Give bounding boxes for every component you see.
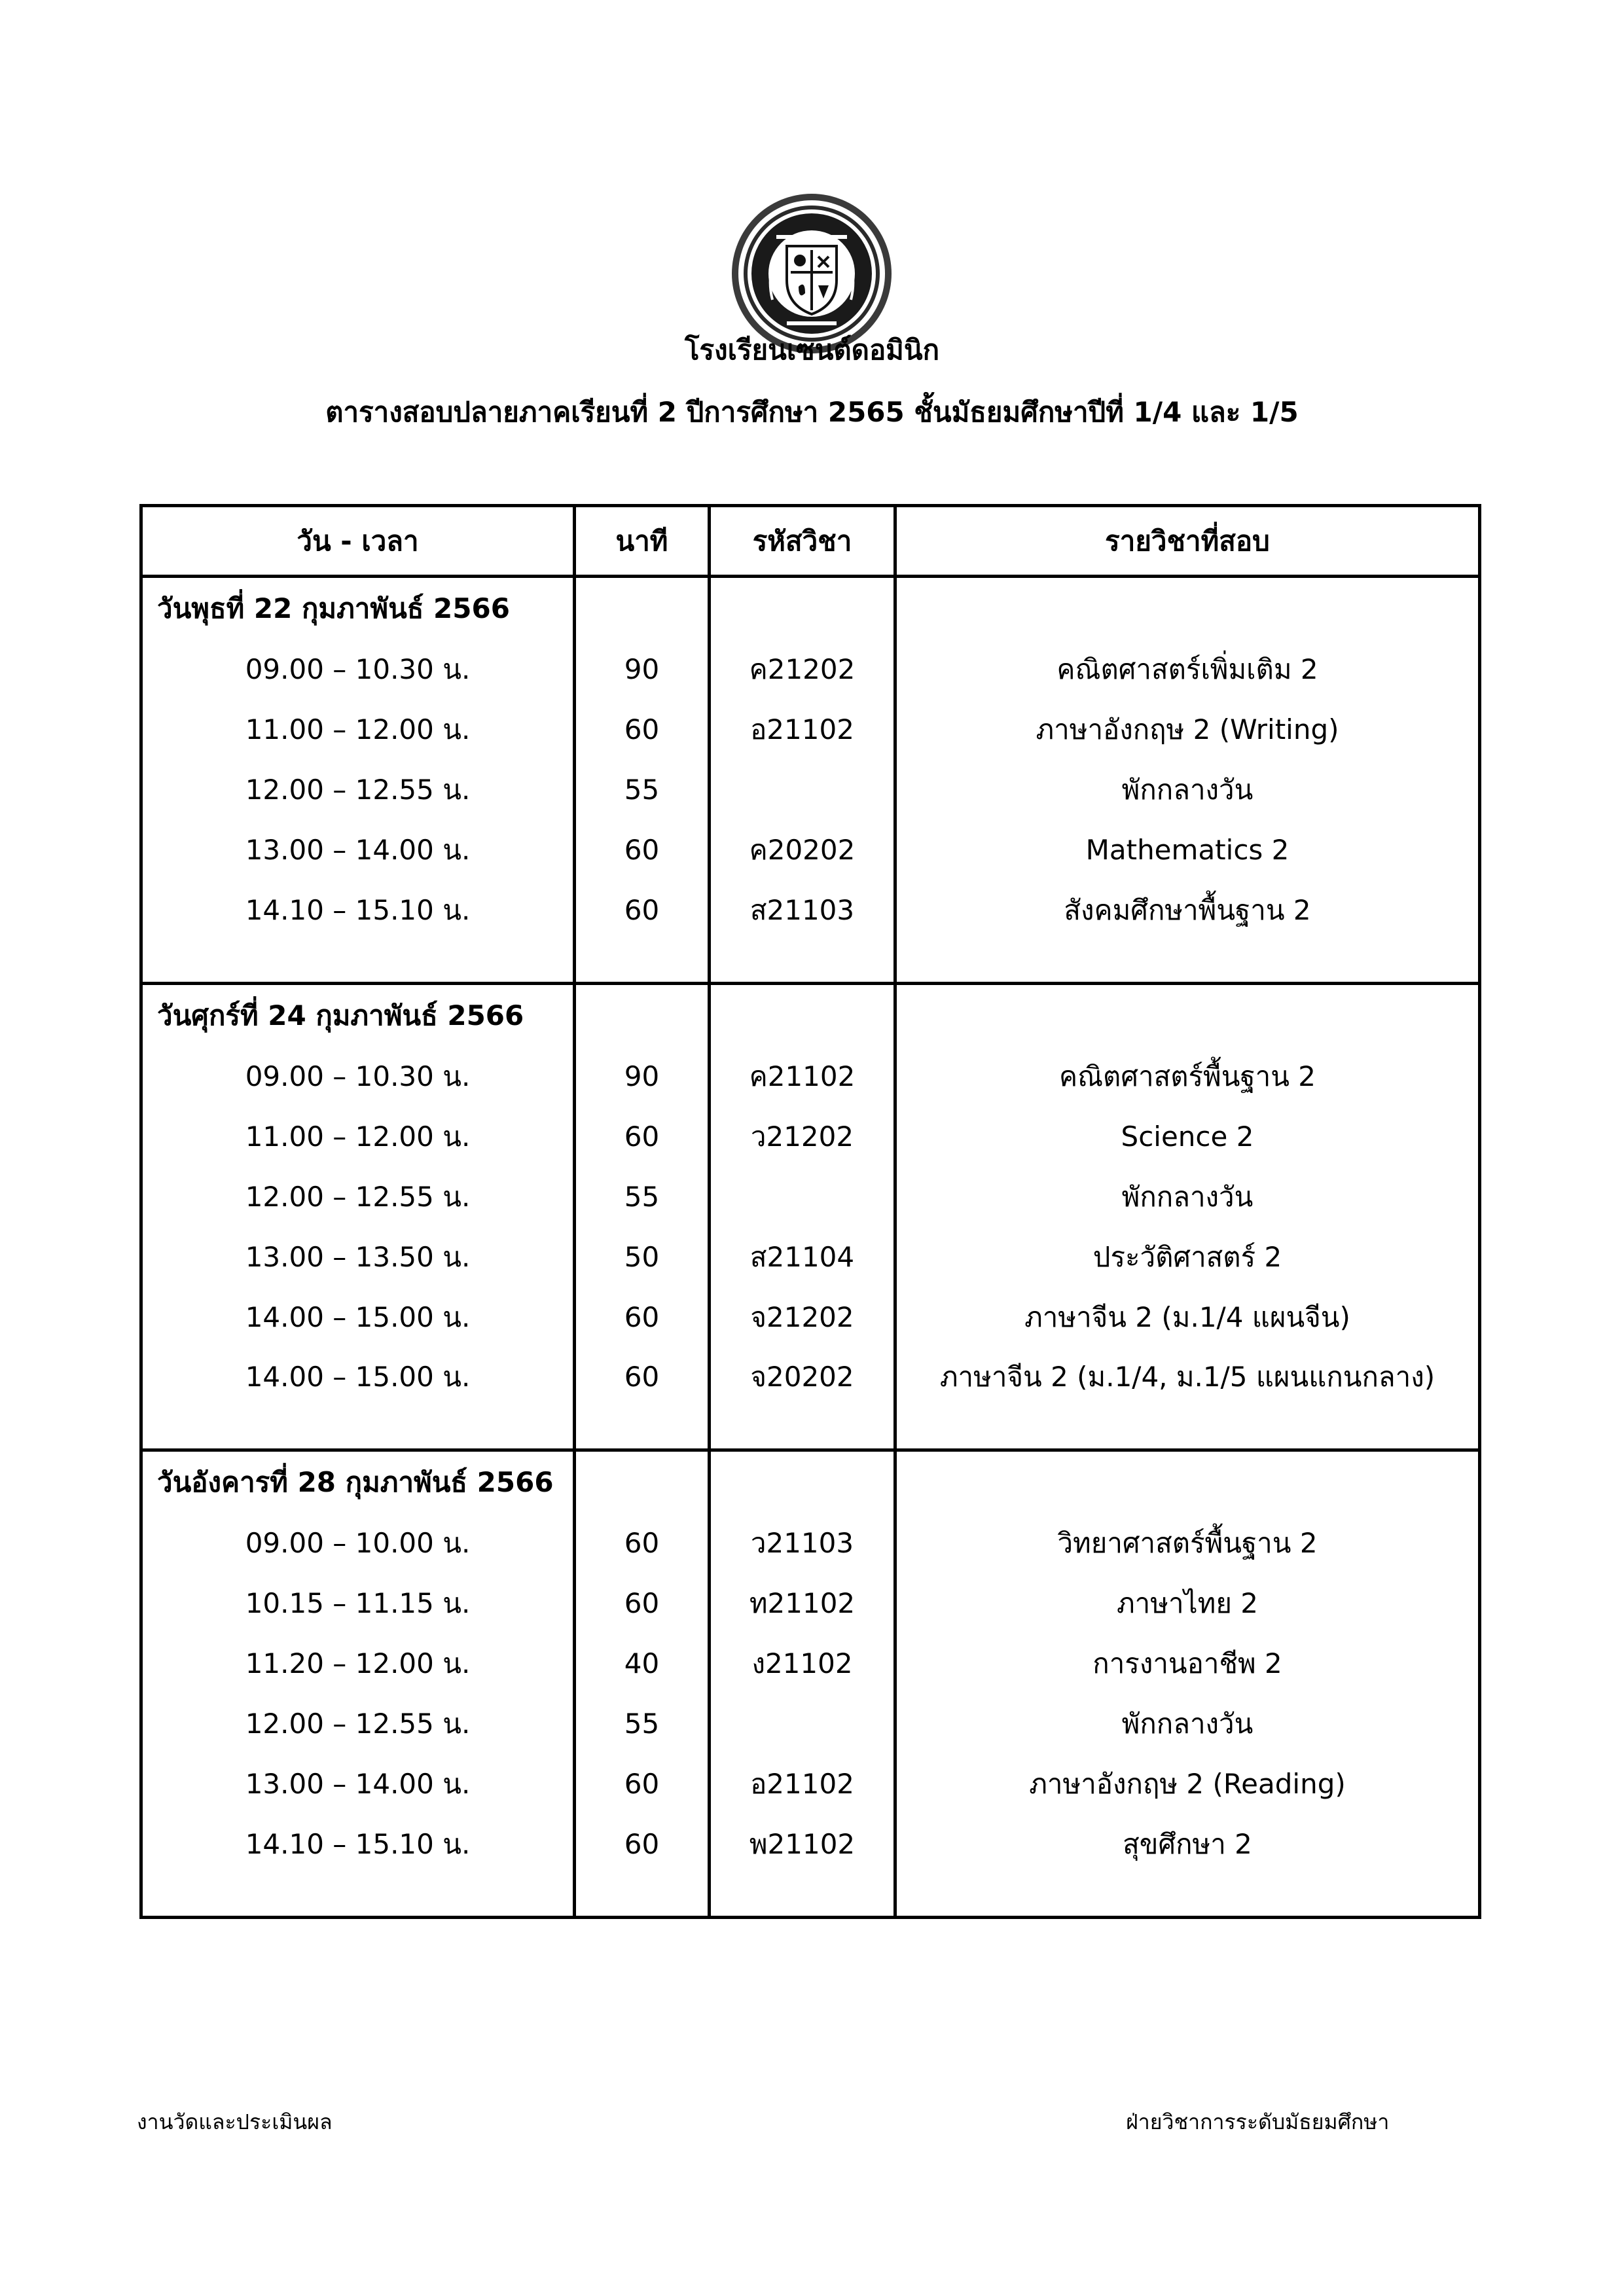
subject-cell: สังคมศึกษาพื้นฐาน 2 xyxy=(895,880,1480,941)
day-section xyxy=(141,983,1480,1450)
minutes-cell: 60 xyxy=(575,1348,710,1408)
code-cell xyxy=(710,1167,895,1227)
table-row xyxy=(141,1227,1480,1287)
school-name: โรงเรียนเซนต์ดอมินิก xyxy=(684,334,940,366)
time-cell: 13.00 – 14.00 น. xyxy=(141,1754,575,1814)
spacer-row xyxy=(141,941,1480,983)
subject-cell: พักกลางวัน xyxy=(895,760,1480,820)
subject-cell: สุขศึกษา 2 xyxy=(895,1814,1480,1874)
minutes-cell: 60 xyxy=(575,820,710,880)
minutes-cell: 55 xyxy=(575,1167,710,1227)
minutes-cell: 60 xyxy=(575,880,710,941)
table-row xyxy=(141,1167,1480,1227)
minutes-cell: 60 xyxy=(575,1107,710,1167)
code-cell: อ21102 xyxy=(710,1754,895,1814)
subject-cell: Science 2 xyxy=(895,1107,1480,1167)
minutes-cell: 90 xyxy=(575,1047,710,1107)
header-subject-name: รายวิชาที่สอบ xyxy=(895,506,1480,577)
day-label: วันอังคารที่ 28 กุมภาพันธ์ 2566 xyxy=(141,1450,575,1514)
minutes-cell: 60 xyxy=(575,1513,710,1573)
footer-academic-affairs: ฝ่ายวิชาการระดับมัธยมศึกษา xyxy=(1126,2109,1390,2134)
code-cell: ว21103 xyxy=(710,1513,895,1573)
time-cell: 09.00 – 10.00 น. xyxy=(141,1513,575,1573)
table-row xyxy=(141,1107,1480,1167)
subject-cell: ภาษาจีน 2 (ม.1/4, ม.1/5 แผนแกนกลาง) xyxy=(895,1348,1480,1408)
code-cell: ง21102 xyxy=(710,1634,895,1694)
time-cell: 12.00 – 12.55 น. xyxy=(141,1167,575,1227)
code-cell xyxy=(710,1694,895,1754)
day-label: วันพุธที่ 22 กุมภาพันธ์ 2566 xyxy=(141,577,575,640)
minutes-cell: 50 xyxy=(575,1227,710,1287)
table-row xyxy=(141,1573,1480,1634)
time-cell: 14.00 – 15.00 น. xyxy=(141,1348,575,1408)
day-heading-row xyxy=(141,1450,1480,1514)
table-row xyxy=(141,1754,1480,1814)
table-row xyxy=(141,1634,1480,1694)
code-cell: ว21202 xyxy=(710,1107,895,1167)
day-label: วันศุกร์ที่ 24 กุมภาพันธ์ 2566 xyxy=(141,983,575,1047)
minutes-cell: 60 xyxy=(575,1287,710,1348)
code-cell xyxy=(710,760,895,820)
day-heading-row xyxy=(141,577,1480,640)
table-row xyxy=(141,1047,1480,1107)
code-cell: ส21103 xyxy=(710,880,895,941)
minutes-cell: 60 xyxy=(575,700,710,760)
table-header-row xyxy=(141,506,1480,577)
code-cell: จ20202 xyxy=(710,1348,895,1408)
subject-cell: คณิตศาสตร์พื้นฐาน 2 xyxy=(895,1047,1480,1107)
time-cell: 13.00 – 13.50 น. xyxy=(141,1227,575,1287)
minutes-cell: 40 xyxy=(575,1634,710,1694)
day-section xyxy=(141,1450,1480,1918)
subject-cell: ภาษาอังกฤษ 2 (Reading) xyxy=(895,1754,1480,1814)
time-cell: 12.00 – 12.55 น. xyxy=(141,760,575,820)
subject-cell: ภาษาไทย 2 xyxy=(895,1573,1480,1634)
table-row xyxy=(141,1513,1480,1573)
header-minutes: นาที xyxy=(575,506,710,577)
code-cell: ค21102 xyxy=(710,1047,895,1107)
subject-cell: การงานอาชีพ 2 xyxy=(895,1634,1480,1694)
table-row xyxy=(141,1814,1480,1874)
code-cell: อ21102 xyxy=(710,700,895,760)
spacer-row xyxy=(141,1407,1480,1450)
code-cell: ค21202 xyxy=(710,639,895,700)
time-cell: 09.00 – 10.30 น. xyxy=(141,639,575,700)
subject-cell: พักกลางวัน xyxy=(895,1694,1480,1754)
code-cell: พ21102 xyxy=(710,1814,895,1874)
time-cell: 14.10 – 15.10 น. xyxy=(141,880,575,941)
code-cell: จ21202 xyxy=(710,1287,895,1348)
time-cell: 14.10 – 15.10 น. xyxy=(141,1814,575,1874)
day-heading-row xyxy=(141,983,1480,1047)
footer-measurement-evaluation: งานวัดและประเมินผล xyxy=(137,2109,333,2134)
time-cell: 11.20 – 12.00 น. xyxy=(141,1634,575,1694)
time-cell: 13.00 – 14.00 น. xyxy=(141,820,575,880)
table-row xyxy=(141,700,1480,760)
table-row xyxy=(141,820,1480,880)
minutes-cell: 60 xyxy=(575,1814,710,1874)
time-cell: 09.00 – 10.30 น. xyxy=(141,1047,575,1107)
time-cell: 10.15 – 11.15 น. xyxy=(141,1573,575,1634)
subject-cell: คณิตศาสตร์เพิ่มเติม 2 xyxy=(895,639,1480,700)
code-cell: ค20202 xyxy=(710,820,895,880)
minutes-cell: 55 xyxy=(575,760,710,820)
subject-cell: Mathematics 2 xyxy=(895,820,1480,880)
minutes-cell: 55 xyxy=(575,1694,710,1754)
subject-cell: ประวัติศาสตร์ 2 xyxy=(895,1227,1480,1287)
subject-cell: พักกลางวัน xyxy=(895,1167,1480,1227)
time-cell: 12.00 – 12.55 น. xyxy=(141,1694,575,1754)
table-row xyxy=(141,1694,1480,1754)
minutes-cell: 60 xyxy=(575,1573,710,1634)
minutes-cell: 90 xyxy=(575,639,710,700)
table-row xyxy=(141,639,1480,700)
exam-schedule-title: ตารางสอบปลายภาคเรียนที่ 2 ปีการศึกษา 2565 ชั้นมัธยมศึกษาปีที่ 1/4 และ 1/5 xyxy=(325,396,1299,428)
day-section xyxy=(141,577,1480,984)
spacer-row xyxy=(141,1874,1480,1917)
minutes-cell: 60 xyxy=(575,1754,710,1814)
subject-cell: ภาษาอังกฤษ 2 (Writing) xyxy=(895,700,1480,760)
table-row xyxy=(141,880,1480,941)
exam-schedule-table xyxy=(139,504,1481,1919)
table-row xyxy=(141,1287,1480,1348)
subject-cell: วิทยาศาสตร์พื้นฐาน 2 xyxy=(895,1513,1480,1573)
table-row xyxy=(141,1348,1480,1408)
table-header xyxy=(141,506,1480,577)
table-row xyxy=(141,760,1480,820)
subject-cell: ภาษาจีน 2 (ม.1/4 แผนจีน) xyxy=(895,1287,1480,1348)
time-cell: 11.00 – 12.00 น. xyxy=(141,1107,575,1167)
code-cell: ท21102 xyxy=(710,1573,895,1634)
code-cell: ส21104 xyxy=(710,1227,895,1287)
header-subject-code: รหัสวิชา xyxy=(710,506,895,577)
time-cell: 11.00 – 12.00 น. xyxy=(141,700,575,760)
time-cell: 14.00 – 15.00 น. xyxy=(141,1287,575,1348)
seal-shield xyxy=(787,246,837,314)
header-day-time: วัน - เวลา xyxy=(141,506,575,577)
